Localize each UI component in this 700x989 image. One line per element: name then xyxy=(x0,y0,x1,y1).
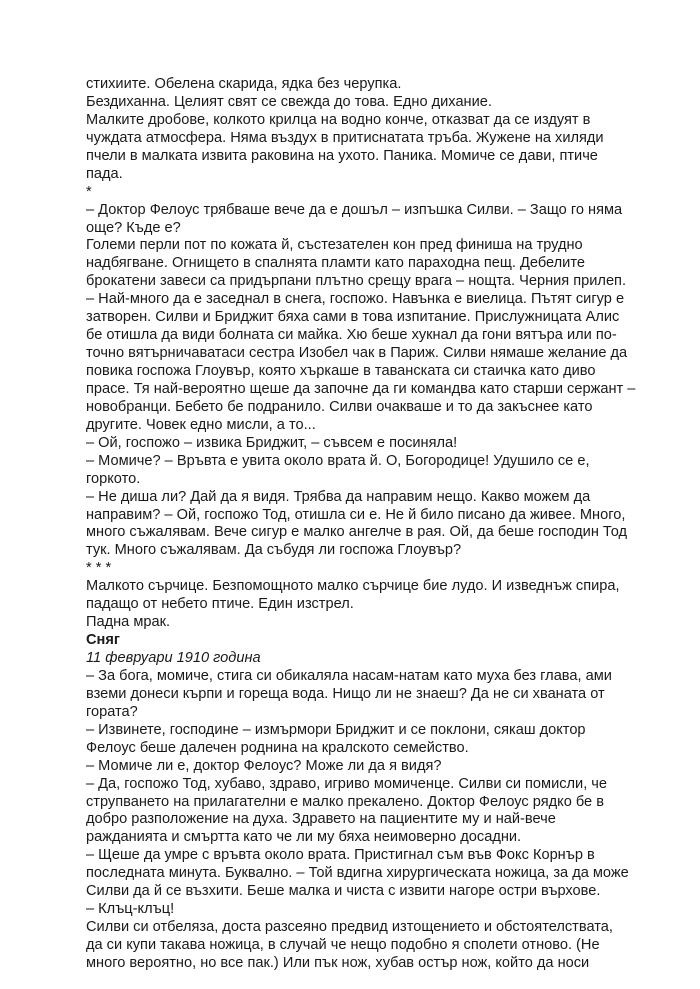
text-line: пада. xyxy=(86,165,123,182)
text-line: последната минута. Буквално. – Той вдигна хирургическата ножица, за да може xyxy=(86,865,629,882)
text-line: новобранци. Бебето бе подранило. Силви очакваше и то да закъснее като xyxy=(86,398,593,415)
text-line: направим? – Ой, госпожо Тод, отишла си е. Не й било писано да живее. Много, xyxy=(86,506,626,523)
scene-break: * xyxy=(86,183,92,200)
text-line: прасе. Тя най-вероятно щеше да започне да ги командва като старши сержант – xyxy=(86,380,636,397)
text-line: – Не диша ли? Дай да я видя. Трябва да направим нещо. Какво можем да xyxy=(86,488,591,505)
text-line: Големи перли пот по кожата й, състезателен кон пред финиша на трудно xyxy=(86,237,583,254)
text-line: – Доктор Фелоус трябваше вече да е дошъл – изпъшка Силви. – Защо го няма xyxy=(86,201,623,218)
text-line: бе отишла да види болната си майка. Хю беше хукнал да гони вятъра или по- xyxy=(86,327,617,344)
text-line: – Момиче? – Връвта е увита около врата й. О, Богородице! Удушило се е, xyxy=(86,452,590,469)
document-page xyxy=(86,76,636,973)
text-line: другите. Човек едно мисли, а то... xyxy=(86,416,316,433)
text-line: вземи донеси кърпи и гореща вода. Нищо ли не знаеш? Да не си хваната от xyxy=(86,685,605,702)
text-line: надбягване. Огнището в спалнята пламти като параходна пещ. Дебелите xyxy=(86,255,585,272)
text-line: да си купи такава ножица, в случай че нещо подобно я сполети отново. (Не xyxy=(86,937,600,953)
text-line: Малките дробове, колкото крилца на водно конче, отказват да се издуят в xyxy=(86,111,591,128)
text-line: много вероятно, но все пак.) Или пък нож, хубав остър нож, който да носи xyxy=(86,954,590,971)
text-line: затворен. Силви и Бриджит бяха сами в това изпитание. Прислужницата Алис xyxy=(86,309,620,326)
text-line: горкото. xyxy=(86,470,141,487)
text-line: добро разположение на духа. Здравето на пациентите му и най-вече xyxy=(86,811,556,828)
text-line: брокатени завеси са придърпани плътно срещу врага – нощта. Черния прилеп. xyxy=(86,273,627,290)
text-line: – Клъц-клъц! xyxy=(86,901,175,918)
text-line: Силви си отбеляза, доста разсеяно предвид изтощението и обстоятелствата, xyxy=(86,919,613,936)
text-line: Фелоус беше далечен роднина на кралското семейство. xyxy=(86,739,469,756)
text-line: точно вятърничаватаси сестра Изобел чак в Париж. Силви нямаше желание да xyxy=(86,345,628,362)
text-line: пчели в малката извита раковина на ухото. Паника. Момиче се дави, птиче xyxy=(86,147,598,164)
text-line: чуждата атмосфера. Няма въздух в притиснатата тръба. Жужене на хиляди xyxy=(86,129,604,146)
text-line: гората? xyxy=(86,703,138,720)
text-line: Силви да й се възхити. Беше малка и чиста с извити нагоре остри върхове. xyxy=(86,883,601,900)
text-line: Бездиханна. Целият свят се свежда до това. Едно дихание. xyxy=(86,93,492,110)
section-heading: Сняг xyxy=(86,632,120,649)
scene-break: * * * xyxy=(86,560,112,577)
text-line: – Най-много да е заседнал в снега, госпожо. Навънка е виелица. Пътят сигур е xyxy=(86,291,625,308)
text-line: Малкото сърчице. Безпомощното малко сърчице бие лудо. И изведнъж спира, xyxy=(86,578,620,595)
text-line: ражданията и смъртта като че ли му бяха неимоверно досадни. xyxy=(86,829,522,846)
text-line: тук. Много съжалявам. Да събудя ли госпожа Глоувър? xyxy=(86,542,462,559)
text-line: струпването на прилагателни е малко прекалено. Доктор Фелоус рядко бе в xyxy=(86,793,604,810)
text-line: – Извинете, господине – измърмори Бриджит и се поклони, сякаш доктор xyxy=(86,721,586,738)
text-line: стихиите. Обелена скарида, ядка без черупка. xyxy=(86,76,402,92)
text-line: – Ой, госпожо – извика Бриджит, – съвсем е посиняла! xyxy=(86,434,458,451)
section-date: 11 февруари 1910 година xyxy=(86,650,261,666)
text-line: Падна мрак. xyxy=(86,614,171,631)
text-line: падащо от небето птиче. Един изстрел. xyxy=(86,596,354,613)
text-line: – Да, госпожо Тод, хубаво, здраво, игриво момиченце. Силви си помисли, че xyxy=(86,775,608,792)
text-line: много съжалявам. Вече сигур е малко ангелче в рая. Ой, да беше господин Тод xyxy=(86,524,628,541)
text-line: – Щеше да умре с връвта около врата. Пристигнал съм във Фокс Корнър в xyxy=(86,847,595,864)
text-line: – За бога, момиче, стига си обикаляла насам-натам като муха без глава, ами xyxy=(86,667,612,684)
text-line: повика госпожа Глоувър, която хъркаше в таванската си стаичка като диво xyxy=(86,363,596,379)
text-line: още? Къде е? xyxy=(86,219,181,236)
text-line: – Момиче ли е, доктор Фелоус? Може ли да я видя? xyxy=(86,757,442,774)
